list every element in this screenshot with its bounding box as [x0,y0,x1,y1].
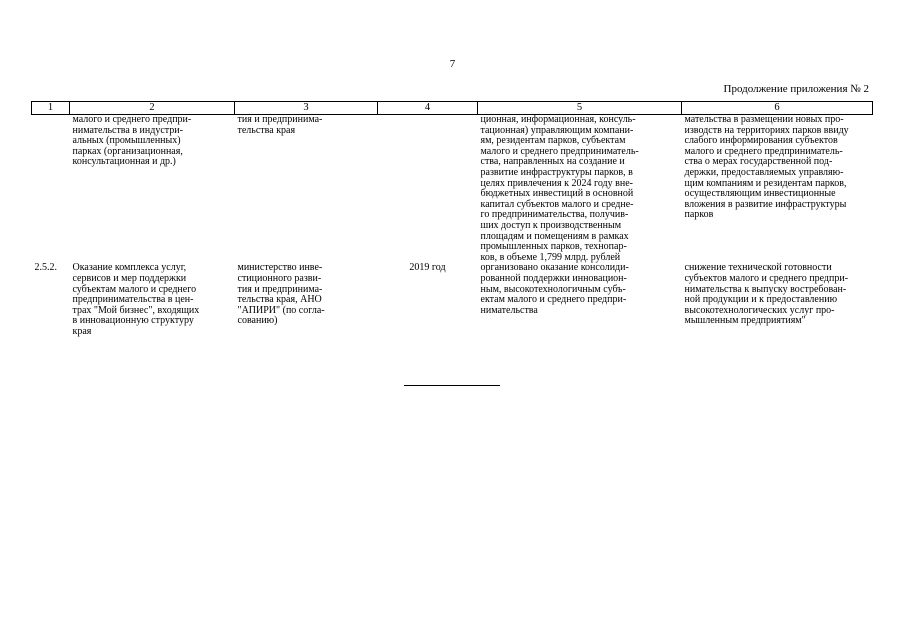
cell-consequence: мательства в размещении новых про- изводств на территориях парков ввиду слабого информирования субъектов малого и среднего предприниматель- ства о мерах государственной под- держки, предоставляемых управляю- щим компаниям и резидентам парков, осуществляющим инвестиционные вложения в развитие инфраструктуры парков [684,114,849,221]
page-number: 7 [449,58,456,70]
header-col-4: 4 [378,102,478,115]
header-row [32,102,873,115]
cell-number: 2.5.2. [34,262,57,274]
header-col-3: 3 [235,102,378,115]
header-col-2: 2 [70,102,235,115]
data-table [31,101,873,337]
cell-number [32,115,70,264]
cell-responsible: министерство инве- стиционного разви- тия и предпринима- тельства края, АНО "АПИРИ" (по согла- сованию) [237,262,325,327]
cell-consequence: снижение технической готовности субъектов малого и среднего предпри- нимательства к выпуску востребован- ной продукции и к предоставлению высокотехнологических услуг про- мышленным предприятиям" [684,262,849,327]
cell-measure: малого и среднего предпри- нимательства в индустри- альных (промышленных) парках (организационная, консультационная и др.) [72,114,192,168]
cell-result: организовано оказание консолиди- рованной поддержки инновацион- ным, высокотехнологичным субъ- ектам малого и среднего предпри- нимательства [480,262,629,316]
continuation-label: Продолжение приложения № 2 [723,83,869,95]
cell-result: ционная, информационная, консуль- тационная) управляющим компани- ям, резидентам парков, субъектам малого и среднего предприниматель- ства, направленных на создание и развитие инфраструктуры парков, в целях привлечения к 2024 году вне- бюджетных инвестиций в основной капитал субъектов малого и средне- го предпринимательства, получив- ших доступ к производственным площадям и помещениям в рамках промышленных парков, технопар- ков, в объеме 1,799 млрд. рублей [480,114,639,263]
header-col-5: 5 [478,102,682,115]
header-col-1: 1 [32,102,70,115]
table-row [32,263,873,337]
table-row [32,115,873,264]
footer-separator-line [404,385,500,386]
cell-measure: Оказание комплекса услуг, сервисов и мер поддержки субъектам малого и среднего предпринимательства в цен- трах "Мой бизнес", входящих в инновационную структуру края [72,262,200,337]
cell-deadline [378,115,478,264]
header-col-6: 6 [682,102,873,115]
cell-responsible: тия и предпринима- тельства края [237,114,323,136]
cell-deadline: 2019 год [409,262,446,274]
